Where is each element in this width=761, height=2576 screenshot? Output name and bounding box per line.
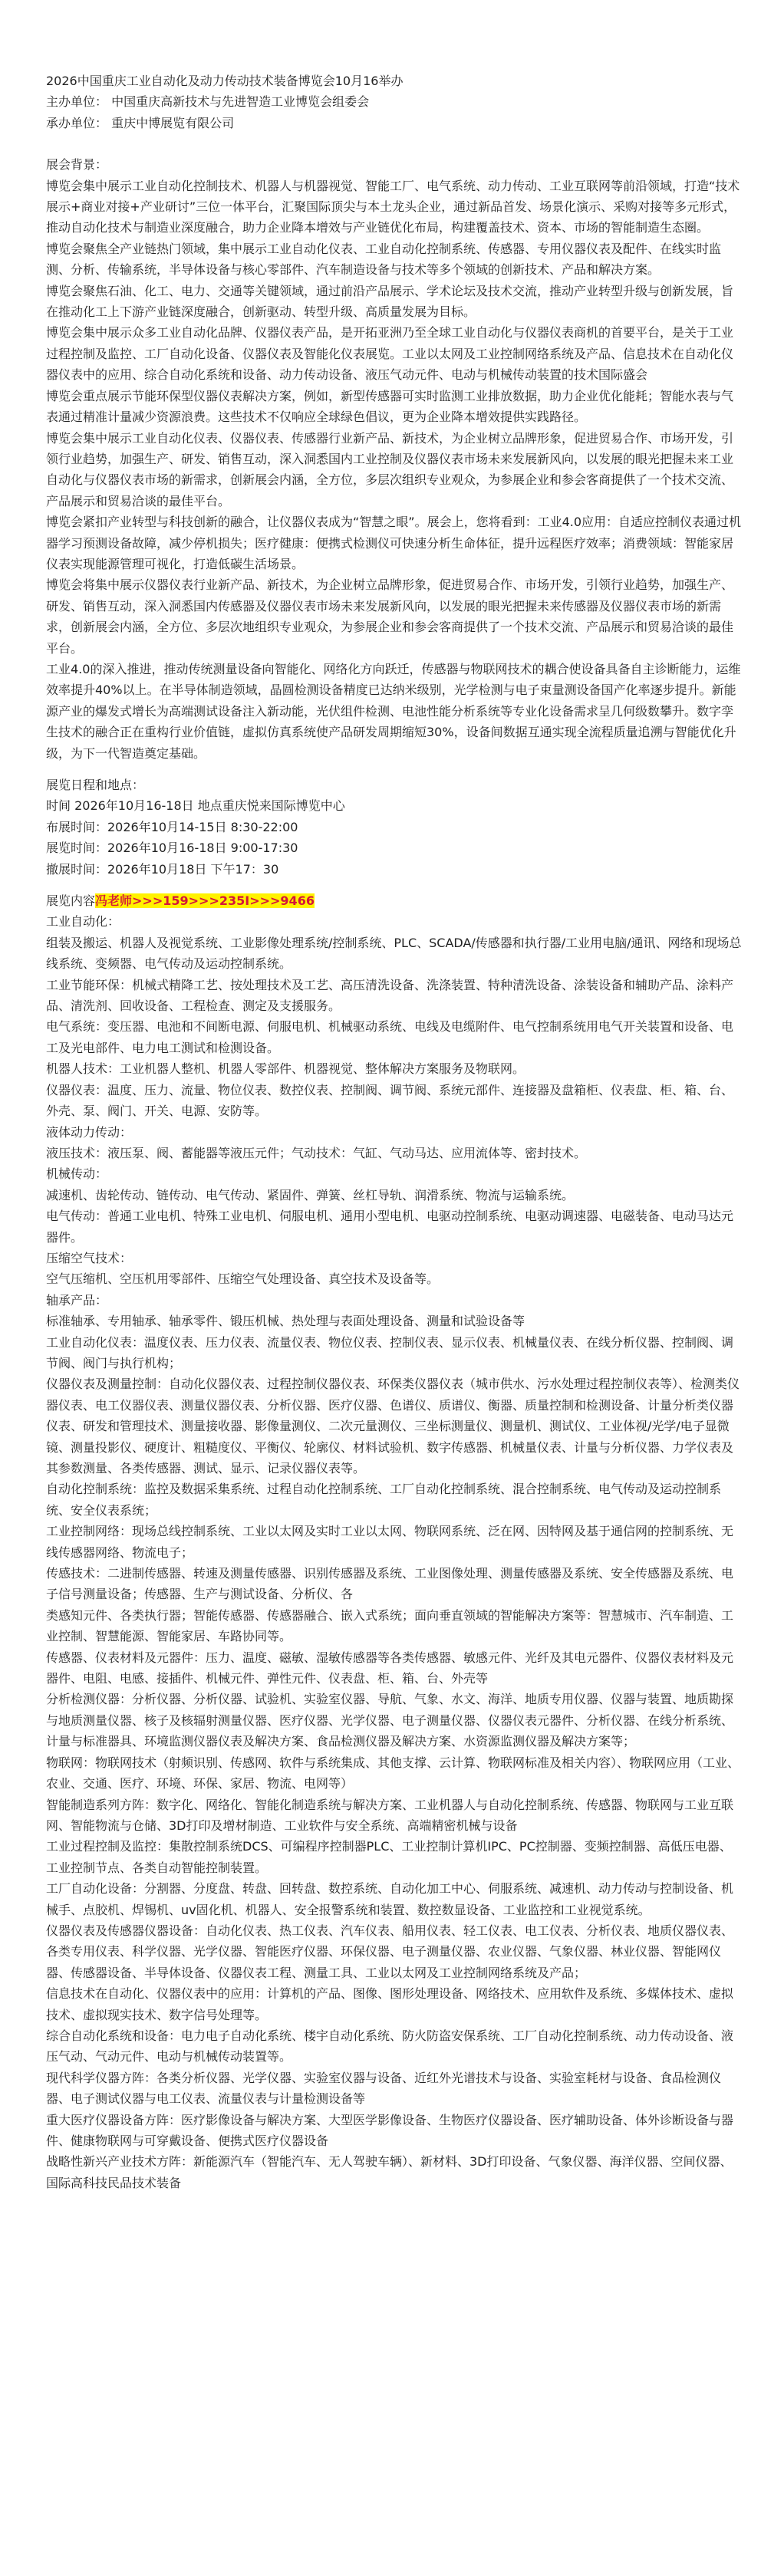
- content-item: 工业过程控制及监控：集散控制系统DCS、可编程序控制器PLC、工业控制计算机IPC、PC控制器、变频控制器、高低压电器、工业控制节点、各类自动智能控制装置。: [46, 1839, 732, 1875]
- schedule-setup: 布展时间：2026年10月14-15日 8:30-22:00: [46, 819, 298, 834]
- content-item: 液压技术：液压泵、阀、蓄能器等液压元件；气动技术：气缸、气动马达、应用流体等、密封技术。: [46, 1145, 587, 1160]
- schedule-heading: 展览日程和地点：: [46, 778, 145, 792]
- background-paragraph: 博览会集中展示众多工业自动化品牌、仪器仪表产品，是开拓亚洲乃至全球工业自动化与仪器仪表商机的首要平台，是关于工业过程控制及监控、工厂自动化设备、仪器仪表及智能化仪表展览。工业以太网及工业控制网络系统及产品、信息技术在自动化仪器仪表中的应用、综合自动化系统和设备、动力传动设备、液压气动元件、电动与机械传动装置的技术国际盛会: [46, 325, 734, 383]
- content-item: 机器人技术：工业机器人整机、机器人零部件、机器视觉、整体解决方案服务及物联网。: [46, 1061, 525, 1077]
- background-paragraph: 博览会聚焦全产业链热门领域，集中展示工业自动化仪表、工业自动化控制系统、传感器、专用仪器仪表及配件、在线实时监测、分析、传输系统，半导体设备与核心零部件、汽车制造设备与技术等多个领域的创新技术、产品和解决方案。: [46, 241, 722, 278]
- content-item: 轴承产品：: [46, 1292, 108, 1308]
- header-block: [46, 71, 743, 133]
- schedule-open: 展览时间：2026年10月16-18日 9:00-17:30: [46, 841, 298, 856]
- content-item: 液体动力传动：: [46, 1124, 133, 1140]
- content-item: 电气传动：普通工业电机、特殊工业电机、伺服电机、通用小型电机、电驱动控制系统、电驱动调速器、电磁装备、电动马达元器件。: [46, 1209, 734, 1245]
- content-item: 仪器仪表及传感器仪器设备：自动化仪表、热工仪表、汽车仪表、船用仪表、轻工仪表、电工仪表、分析仪表、地质仪器仪表、各类专用仪表、科学仪器、光学仪器、智能医疗仪器、环保仪器、电子测量仪器、农业仪器、气象仪器、林业仪器、智能网仪器、传感器设备、半导体设备、仪器仪表工程、测量工具、工业以太网及工业控制网络系统及产品；: [46, 1923, 734, 1980]
- background-paragraph: 博览会重点展示节能环保型仪器仪表解决方案，例如，新型传感器可实时监测工业排放数据，助力企业优化能耗；智能水表与气表通过精准计量减少资源浪费。这些技术不仅响应全球绿色倡议，更为企业降本增效提供实践路径。: [46, 388, 734, 425]
- schedule-time-location: 时间 2026年10月16-18日 地点重庆悦来国际博览中心: [46, 798, 345, 814]
- content-item: 机械传动：: [46, 1166, 108, 1182]
- undertaker-line: 承办单位： 重庆中博展览有限公司: [46, 115, 235, 130]
- content-item: 工业控制网络：现场总线控制系统、工业以太网及实时工业以太网、物联网系统、泛在网、因特网及基于通信网的控制系统、无线传感器网络、物流电子；: [46, 1524, 734, 1560]
- contact-line: [46, 890, 743, 911]
- content-item: 自动化控制系统：监控及数据采集系统、过程自动化控制系统、工厂自动化控制系统、混合控制系统、电气传动及运动控制系统、安全仪表系统；: [46, 1482, 722, 1518]
- content-item: 工业自动化仪表：温度仪表、压力仪表、流量仪表、物位仪表、控制仪表、显示仪表、机械量仪表、在线分析仪器、控制阀、调节阀、阀门与执行机构；: [46, 1334, 734, 1370]
- schedule-section: [46, 775, 743, 880]
- content-item: 压缩空气技术：: [46, 1250, 133, 1265]
- content-heading: 展览内容: [46, 893, 96, 909]
- content-item: 工厂自动化设备：分割器、分度盘、转盘、回转盘、数控系统、自动化加工中心、伺服系统、减速机、动力传动与控制设备、机械手、点胶机、焊锡机、uv固化机、机器人、安全报警系统和装置、数控数显设备、工业监控和工业视觉系统。: [46, 1881, 734, 1917]
- content-section: [46, 890, 743, 2193]
- content-item: 仪器仪表及测量控制：自动化仪器仪表、过程控制仪器仪表、环保类仪器仪表（城市供水、污水处理过程控制仪表等）、检测类仪器仪表、电工仪器仪表、测量仪器仪表、分析仪器、医疗仪器、色谱仪、质谱仪、衡器、质量控制和检测设备、计量分析类仪器仪表、研发和管理技术、测量接收器、影像量测仪、二次元量测仪、三坐标测量仪、测量机、测试仪、工业体视/光学/电子显微镜、测量投影仪、硬度计、粗糙度仪、平衡仪、轮廓仪、材料试验机、数字传感器、机械量仪表、计量与分析仪器、力学仪表及其参数测量、各类传感器、测试、显示、记录仪器仪表等。: [46, 1377, 740, 1476]
- background-paragraph: 博览会紧扣产业转型与科技创新的融合，让仪器仪表成为“智慧之眼”。展会上，您将看到：工业4.0应用：自适应控制仪表通过机器学习预测设备故障，减少停机损失；医疗健康：便携式检测仪可快速分析生命体征，提升远程医疗效率；消费领域：智能家居仪表实现能源管理可视化，打造低碳生活场景。: [46, 515, 742, 571]
- content-item: 综合自动化系统和设备：电力电子自动化系统、楼宇自动化系统、防火防盗安保系统、工厂自动化控制系统、动力传动设备、液压气动、气动元件、电动与机械传动装置等。: [46, 2028, 734, 2064]
- contact-highlight: 冯老师>>>159>>>235I>>>9466: [95, 893, 315, 909]
- content-item: 电气系统：变压器、电池和不间断电源、伺服电机、机械驱动系统、电线及电缆附件、电气控制系统用电气开关装置和设备、电工及光电部件、电力电工测试和检测设备。: [46, 1019, 734, 1055]
- organizer-line: 主办单位： 中国重庆高新技术与先进智造工业博览会组委会: [46, 94, 370, 110]
- content-item: 信息技术在自动化、仪器仪表中的应用：计算机的产品、图像、图形处理设备、网络技术、应用软件及系统、多媒体技术、虚拟技术、虚拟现实技术、数字信号处理等。: [46, 1986, 734, 2022]
- content-item: 智能制造系列方阵：数字化、网络化、智能化制造系统与解决方案、工业机器人与自动化控制系统、传感器、物联网与工业互联网、智能物流与仓储、3D打印及增材制造、工业软件与安全系统、高端精密机械与设备: [46, 1797, 734, 1833]
- content-item: 工业节能环保：机械式精降工艺、按处理技术及工艺、高压清洗设备、洗涤装置、特种清洗设备、涂装设备和辅助产品、涂料产品、清洗剂、回收设备、工程检查、测定及支援服务。: [46, 977, 734, 1014]
- content-item: 组装及搬运、机器人及视觉系统、工业影像处理系统/控制系统、PLC、SCADA/传感器和执行器/工业用电脑/通讯、网络和现场总线系统、变频器、电气传动及运动控制系统。: [46, 935, 742, 972]
- content-item: 现代科学仪器方阵：各类分析仪器、光学仪器、实验室仪器与设备、近红外光谱技术与设备、实验室耗材与设备、食品检测仪器、电子测试仪器与电工仪表、流量仪表与计量检测设备等: [46, 2070, 722, 2107]
- content-item: 分析检测仪器：分析仪器、分析仪器、试验机、实验室仪器、导航、气象、水文、海洋、地质专用仪器、仪器与装置、地质勘探与地质测量仪器、核子及核辐射测量仪器、医疗仪器、光学仪器、电子测量仪器、仪器仪表元器件、分析仪器、在线分析系统、计量与标准器具、环境监测仪器仪表及解决方案、食品检测仪器及解决方案、水资源监测仪器及解决方案等；: [46, 1692, 734, 1749]
- content-item: 传感器、仪表材料及元器件：压力、温度、磁敏、湿敏传感器等各类传感器、敏感元件、光纤及其电元器件、仪器仪表材料及元器件、电阻、电感、接插件、机械元件、弹性元件、仪表盘、柜、箱、台、外壳等: [46, 1650, 734, 1686]
- content-item: 减速机、齿轮传动、链传动、电气传动、紧固件、弹簧、丝杠导轨、润滑系统、物流与运输系统。: [46, 1187, 575, 1202]
- content-item: 战略性新兴产业技术方阵：新能源汽车（智能汽车、无人驾驶车辆）、新材料、3D打印设备、气象仪器、海洋仪器、空间仪器、国际高科技民品技术装备: [46, 2154, 733, 2190]
- background-paragraph: 博览会集中展示工业自动化控制技术、机器人与机器视觉、智能工厂、电气系统、动力传动、工业互联网等前沿领域，打造“技术展示+商业对接+产业研讨”三位一体平台，汇聚国际顶尖与本土龙头企业，通过新品首发、场景化演示、采购对接等多元形式，推动自动化技术与制造业深度融合，助力企业降本增效与产业链优化布局，构建覆盖技术、资本、市场的智能制造生态圈。: [46, 178, 740, 235]
- background-paragraph: 工业4.0的深入推进，推动传统测量设备向智能化、网络化方向跃迁，传感器与物联网技术的耦合使设备具备自主诊断能力，运维效率提升40%以上。在半导体制造领域，晶圆检测设备精度已达纳米级别，光学检测与电子束量测设备国产化率逐步提升。新能源产业的爆发式增长为高端测试设备注入新动能，光伏组件检测、电池性能分析系统等专业化设备需求呈几何级数攀升。数字孪生技术的融合正在重构行业价值链，虚拟仿真系统使产品研发周期缩短30%，设备间数据互通实现全流程质量追溯与智能优化升级，为下一代智造奠定基础。: [46, 661, 741, 761]
- background-paragraph: 博览会集中展示工业自动化仪表、仪器仪表、传感器行业新产品、新技术，为企业树立品牌形象，促进贸易合作、市场开发，引领行业趋势，加强生产、研发、销售互动，深入洞悉国内工业控制及仪器仪表市场未来发展新风向，以发展的眼光把握未来工业自动化与仪器仪表市场的新需求，创新展会内涵，全方位，多层次组织专业观众，为参展企业和参会客商提供了一个技术交流、产品展示和贸易洽谈的最佳平台。: [46, 430, 734, 508]
- content-item: 类感知元件、各类执行器；智能传感器、传感器融合、嵌入式系统；面向垂直领域的智能解决方案等：智慧城市、汽车制造、工业控制、智慧能源、智能家居、车路协同等。: [46, 1607, 734, 1644]
- background-paragraph: 博览会将集中展示仪器仪表行业新产品、新技术，为企业树立品牌形象，促进贸易合作、市场开发，引领行业趋势，加强生产、研发、销售互动，深入洞悉国内传感器及仪器仪表市场未来发展新风向，以发展的眼光把握未来传感器及仪器仪表市场的新需求，创新展会内涵，全方位、多层次地组织专业观众，为参展企业和参会客商提供了一个技术交流、产品展示和贸易洽谈的最佳平台。: [46, 577, 734, 656]
- background-paragraph: 博览会聚焦石油、化工、电力、交通等关键领域，通过前沿产品展示、学术论坛及技术交流，推动产业转型升级与创新发展，旨在推动化工上下游产业链深度融合，创新驱动、转型升级、高质量发展为目标。: [46, 283, 734, 320]
- content-item: 重大医疗仪器设备方阵：医疗影像设备与解决方案、大型医学影像设备、生物医疗仪器设备、医疗辅助设备、体外诊断设备与器件、健康物联网与可穿戴设备、便携式医疗仪器设备: [46, 2112, 734, 2148]
- document-title: 2026中国重庆工业自动化及动力传动技术装备博览会10月16举办: [46, 74, 404, 88]
- content-item: 工业自动化：: [46, 914, 120, 929]
- background-section: [46, 154, 743, 764]
- content-item: 物联网：物联网技术（射频识别、传感网、软件与系统集成、其他支撑、云计算、物联网标准及相关内容）、物联网应用（工业、农业、交通、医疗、环境、环保、家居、物流、电网等）: [46, 1755, 740, 1791]
- content-item: 标准轴承、专用轴承、轴承零件、锻压机械、热处理与表面处理设备、测量和试验设备等: [46, 1314, 525, 1329]
- content-item: 仪器仪表：温度、压力、流量、物位仪表、数控仪表、控制阀、调节阀、系统元部件、连接器及盘箱柜、仪表盘、柜、箱、台、外壳、泵、阀门、开关、电源、安防等。: [46, 1082, 734, 1119]
- background-heading: 展会背景：: [46, 157, 108, 173]
- content-item: 空气压缩机、空压机用零部件、压缩空气处理设备、真空技术及设备等。: [46, 1272, 440, 1287]
- schedule-teardown: 撤展时间：2026年10月18日 下午17：30: [46, 861, 279, 877]
- content-item: 传感技术：二进制传感器、转速及测量传感器、识别传感器及系统、工业图像处理、测量传感器及系统、安全传感器及系统、电子信号测量设备；传感器、生产与测试设备、分析仪、各: [46, 1566, 734, 1602]
